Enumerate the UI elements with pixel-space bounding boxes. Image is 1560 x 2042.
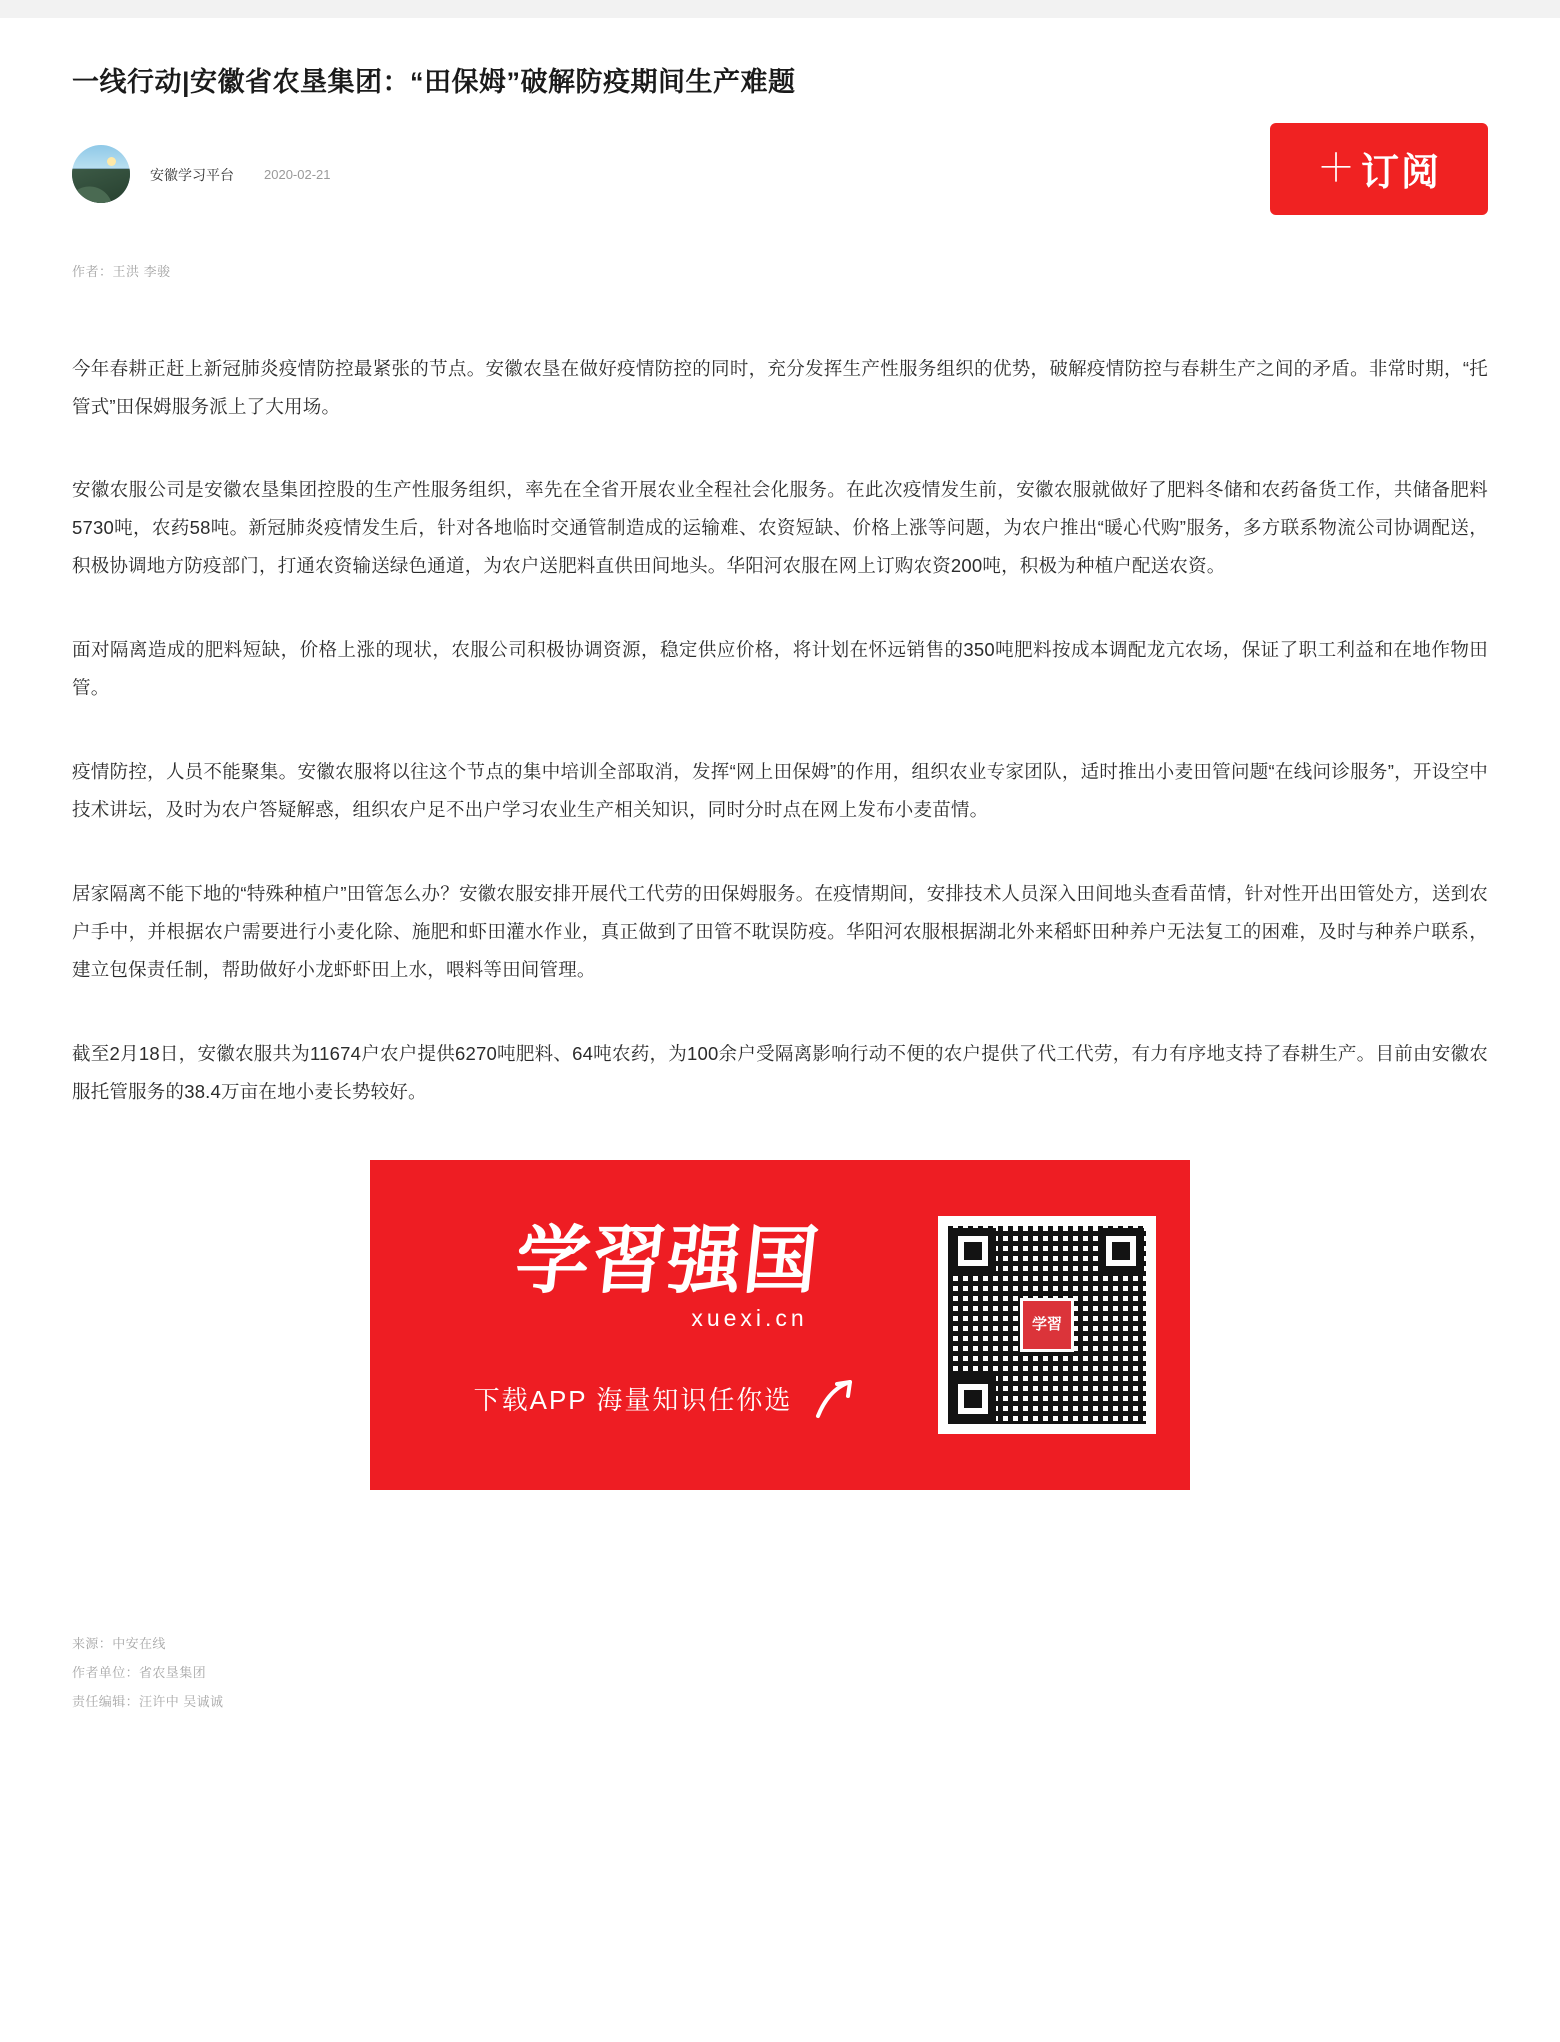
article-container xyxy=(0,18,1560,1806)
plus-icon: ＋ xyxy=(1316,147,1357,190)
subscribe-button-label: 订阅 xyxy=(1361,152,1442,195)
paragraph: 今年春耕正赶上新冠肺炎疫情防控最紧张的节点。安徽农垦在做好疫情防控的同时，充分发挥生产性服务组织的优势，破解疫情防控与春耕生产之间的矛盾。非常时期，“托管式”田保姆服务派上了大用场。 xyxy=(72,357,1488,417)
paragraph: 疫情防控，人员不能聚集。安徽农服将以往这个节点的集中培训全部取消，发挥“网上田保姆”的作用，组织农业专家团队，适时推出小麦田管问题“在线问诊服务”，开设空中技术讲坛，及时为农户答疑解惑，组织农户足不出户学习农业生产相关知识，同时分时点在网上发布小麦苗情。 xyxy=(72,761,1488,820)
page-title: 一线行动|安徽省农垦集团：“田保姆”破解防疫期间生产难题 xyxy=(72,67,796,98)
promo-tagline-row xyxy=(474,1372,859,1426)
spacer xyxy=(72,280,1488,350)
promo-banner[interactable] xyxy=(370,1160,1190,1490)
promo-left xyxy=(404,1220,938,1426)
byline: 作者：王洪 李骏 xyxy=(72,263,171,279)
footer-editor: 责任编辑：汪许中 吴诚诚 xyxy=(72,1693,224,1709)
promo-banner-wrapper xyxy=(72,1160,1488,1490)
qr-finder-top-left xyxy=(950,1228,996,1274)
article-footer xyxy=(72,1630,1488,1806)
meta-texts xyxy=(150,145,331,185)
avatar[interactable] xyxy=(72,145,130,203)
subscribe-button[interactable] xyxy=(1270,123,1488,215)
paragraph: 截至2月18日，安徽农服共为11674户农户提供6270吨肥料、64吨农药，为100余户受隔离影响行动不便的农户提供了代工代劳，有力有序地支持了春耕生产。目前由安徽农服托管服务的38.4万亩在地小麦长势较好。 xyxy=(72,1042,1488,1102)
paragraph: 安徽农服公司是安徽农垦集团控股的生产性服务组织，率先在全省开展农业全程社会化服务。在此次疫情发生前，安徽农服就做好了肥料冬储和农药备货工作，共储备肥料5730吨，农药58吨。新冠肺炎疫情发生后，针对各地临时交通管制造成的运输难、农资短缺、价格上涨等问题，为农户推出“暖心代购”服务，多方联系物流公司协调配送，积极协调地方防疫部门，打通农资输送绿色通道，为农户送肥料直供田间地头。华阳河农服在网上订购农资200吨，积极为种植户配送农资。 xyxy=(72,479,1488,577)
article-page xyxy=(0,18,1560,2042)
qr-code[interactable] xyxy=(938,1216,1156,1434)
qr-finder-top-right xyxy=(1098,1228,1144,1274)
promo-logo-pinyin: xuexi.cn xyxy=(691,1304,808,1331)
arrow-up-right-icon xyxy=(804,1372,858,1426)
source-name[interactable]: 安徽学习平台 xyxy=(150,166,234,183)
article-meta-row xyxy=(72,145,1488,237)
footer-author-unit: 作者单位：省农垦集团 xyxy=(72,1665,207,1681)
qr-finder-bottom-left xyxy=(950,1376,996,1422)
article-body xyxy=(72,350,1488,1111)
avatar-sun-icon xyxy=(107,157,116,166)
footer-source: 来源：中安在线 xyxy=(72,1636,166,1652)
publish-date: 2020-02-21 xyxy=(264,167,331,183)
promo-logo xyxy=(508,1220,824,1331)
avatar-mountain-icon xyxy=(72,169,130,203)
paragraph: 居家隔离不能下地的“特殊种植户”田管怎么办？安徽农服安排开展代工代劳的田保姆服务。在疫情期间，安排技术人员深入田间地头查看苗情，针对性开出田管处方，送到农户手中，并根据农户需要进行小麦化除、施肥和虾田灌水作业，真正做到了田管不耽误防疫。华阳河农服根据湖北外来稻虾田种养户无法复工的困难，及时与种养户联系，建立包保责任制，帮助做好小龙虾虾田上水，喂料等田间管理。 xyxy=(72,882,1488,980)
promo-tagline: 下载APP 海量知识任你选 xyxy=(473,1385,793,1416)
qr-matrix xyxy=(948,1226,1146,1424)
qr-center-badge: 学習 xyxy=(1020,1298,1074,1352)
paragraph: 面对隔离造成的肥料短缺，价格上涨的现状，农服公司积极协调资源，稳定供应价格，将计划在怀远销售的350吨肥料按成本调配龙亢农场，保证了职工利益和在地作物田管。 xyxy=(72,639,1488,699)
promo-logo-text: 学習强国 xyxy=(511,1220,824,1303)
